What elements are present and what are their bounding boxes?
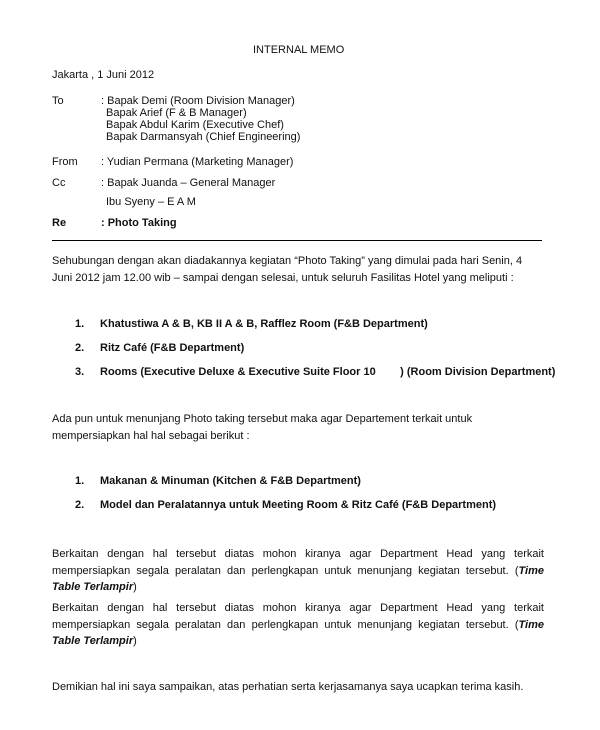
- cc-label: Cc: [52, 177, 66, 189]
- intro-paragraph: Sehubungan dengan akan diadakannya kegiatan “Photo Taking” yang dimulai pada hari Senin, 4 Juni 2012 jam 12.00 wib – sampai dengan selesai, untuk seluruh Fasilitas Hotel yang meliputi :: [52, 255, 523, 284]
- need-item: Makanan & Minuman (Kitchen & F&B Department): [100, 475, 361, 487]
- time-table-note: Time Table Terlampir: [52, 564, 544, 593]
- facility-number: 3.: [75, 366, 85, 378]
- support-paragraph: Ada pun untuk menunjang Photo taking tersebut maka agar Departement terkait untuk mempersiapkan hal hal sebagai berikut :: [52, 413, 473, 442]
- memo-title: INTERNAL MEMO: [253, 44, 345, 56]
- to-recipient: : Bapak Demi (Room Division Manager): [101, 95, 295, 107]
- related-text: Berkaitan dengan hal tersebut diatas mohon kiranya agar Department Head yang terkait mempersiapkan segala peralatan dan perlengkapan untuk menunjang kegiatan tersebut. (: [52, 602, 544, 631]
- cc-value: : Bapak Juanda – General Manager: [101, 177, 276, 189]
- facility-item: Khatustiwa A & B, KB II A & B, Rafflez Room (F&B Department): [100, 318, 428, 330]
- facility-item: Ritz Café (F&B Department): [100, 342, 245, 354]
- re-label: Re: [52, 217, 67, 229]
- to-recipient: Bapak Arief (F & B Manager): [106, 107, 247, 119]
- closing-paragraph: Demikian hal ini saya sampaikan, atas perhatian serta kerjasamanya saya ucapkan terima kasih.: [52, 681, 524, 693]
- need-item: Model dan Peralatannya untuk Meeting Room & Ritz Café (F&B Department): [100, 499, 497, 511]
- from-label: From: [52, 156, 78, 168]
- related-close: ): [133, 581, 137, 593]
- facility-number: 2.: [75, 342, 85, 354]
- from-value: : Yudian Permana (Marketing Manager): [101, 156, 294, 168]
- related-paragraph: [52, 600, 544, 650]
- to-recipient: Bapak Abdul Karim (Executive Chef): [106, 119, 284, 131]
- to-recipient: Bapak Darmansyah (Chief Engineering): [106, 131, 301, 143]
- time-table-note: Time Table Terlampir: [52, 618, 544, 647]
- facility-number: 1.: [75, 318, 85, 330]
- to-label: To: [52, 95, 64, 107]
- related-close: ): [133, 635, 137, 647]
- facility-item: Rooms (Executive Deluxe & Executive Suite Floor 10 ) (Room Division Department): [100, 366, 556, 378]
- memo-date: Jakarta , 1 Juni 2012: [52, 69, 155, 81]
- cc-value: Ibu Syeny – E A M: [106, 196, 196, 208]
- header-divider: [52, 240, 542, 241]
- related-paragraph: [52, 546, 544, 596]
- re-value: : Photo Taking: [101, 217, 177, 229]
- need-number: 2.: [75, 499, 85, 511]
- related-text: Berkaitan dengan hal tersebut diatas mohon kiranya agar Department Head yang terkait mempersiapkan segala peralatan dan perlengkapan untuk menunjang kegiatan tersebut. (: [52, 548, 544, 577]
- need-number: 1.: [75, 475, 85, 487]
